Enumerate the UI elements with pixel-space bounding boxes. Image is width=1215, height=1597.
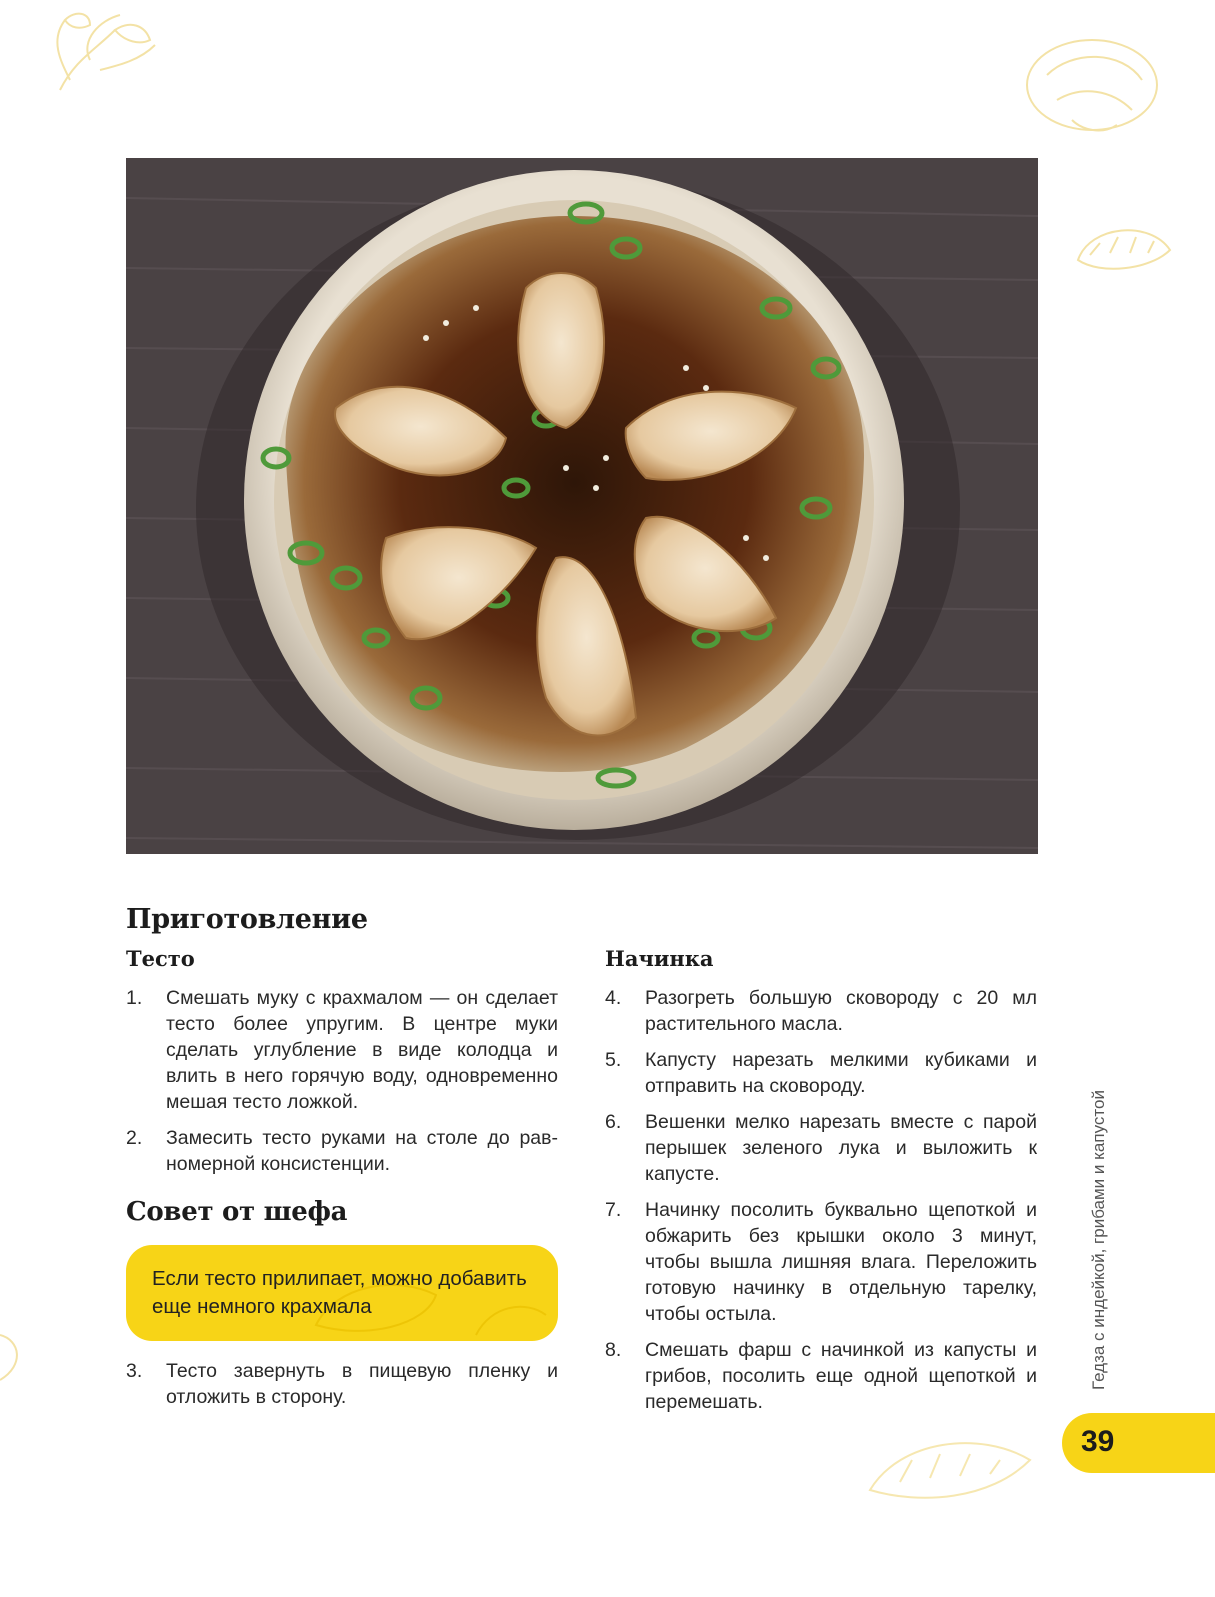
dough-heading: Тесто xyxy=(126,946,195,971)
chef-tip-heading: Совет от шефа xyxy=(126,1197,348,1227)
step-text: Смешать фарш с начинкой из капусты и грибов, посолить еще одной щепоткой и перемешать. xyxy=(645,1339,1037,1413)
step-4 xyxy=(605,985,1037,1037)
step-number: 5. xyxy=(605,1049,622,1071)
filling-steps-list xyxy=(605,985,1037,1425)
mushroom-doodle-decoration xyxy=(1012,30,1172,150)
step-text: Смешать муку с крахмалом — он сделает тесто более упругим. В центре муки сделать углубление в виде колодца и влить в него горячую воду, одновременно мешая тесто ложкой. xyxy=(166,987,558,1113)
step-1 xyxy=(126,985,558,1115)
chef-tip-text: Если тесто прилипает, можно добавить еще немного крахмала xyxy=(152,1267,527,1318)
step-8 xyxy=(605,1337,1037,1415)
dough-steps-list xyxy=(126,985,558,1187)
dough-steps-list-continued xyxy=(126,1358,558,1420)
step-number: 7. xyxy=(605,1199,622,1221)
page-number-tab xyxy=(1062,1413,1215,1473)
dumpling-doodle-decoration xyxy=(1070,215,1180,285)
step-number: 8. xyxy=(605,1339,622,1361)
recipe-title-side-caption: Гедза с индейкой, грибами и капустой xyxy=(1089,1090,1108,1390)
step-5 xyxy=(605,1047,1037,1099)
step-2 xyxy=(126,1125,558,1177)
step-number: 4. xyxy=(605,987,622,1009)
step-3 xyxy=(126,1358,558,1410)
step-6 xyxy=(605,1109,1037,1187)
step-text: Разогреть большую сковороду с 20 мл растительного масла. xyxy=(645,987,1037,1035)
chef-tip-box xyxy=(126,1245,558,1341)
herb-doodle-decoration xyxy=(40,0,180,120)
step-7 xyxy=(605,1197,1037,1327)
filling-heading: Начинка xyxy=(605,946,714,971)
leaf-doodle-decoration xyxy=(0,1325,30,1385)
step-text: Капусту нарезать мелкими кубиками и отправить на сковороду. xyxy=(645,1049,1037,1097)
step-number: 6. xyxy=(605,1111,622,1133)
step-text: Тесто завернуть в пищевую пленку и отложить в сторону. xyxy=(166,1360,558,1408)
dumpling-doodle-decoration-bottom xyxy=(860,1420,1040,1510)
step-text: Начинку посолить буквально щепоткой и обжарить без крышки около 3 минут, чтобы вышла лишняя влага. Переложить готовую начинку в отдельную тарелку, чтобы остыла. xyxy=(645,1199,1037,1325)
step-number: 1. xyxy=(126,987,143,1009)
step-number: 2. xyxy=(126,1127,143,1149)
page-number: 39 xyxy=(1081,1425,1115,1458)
step-text: Замесить тесто руками на столе до равномерной консистенции. xyxy=(166,1127,558,1175)
preparation-heading: Приготовление xyxy=(126,904,368,935)
step-text: Вешенки мелко нарезать вместе с парой перышек зеленого лука и выложить к капусте. xyxy=(645,1111,1037,1185)
gyoza-dish-photo xyxy=(126,158,1038,854)
step-number: 3. xyxy=(126,1360,143,1382)
